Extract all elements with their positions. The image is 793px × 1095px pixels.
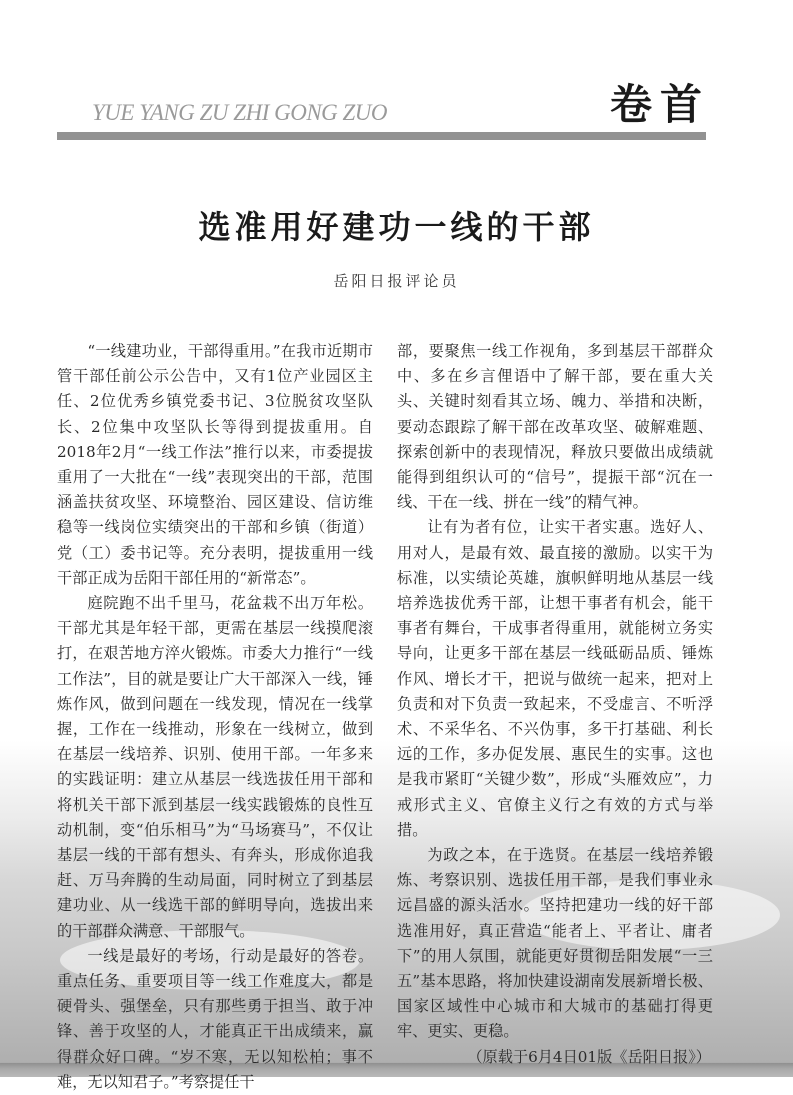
paragraph-continuation: 部，要聚焦一线工作视角，多到基层干部群众中、多在乡言俚语中了解干部，要在重大关头、关键时刻看其立场、魄力、举措和决断，要动态跟踪了解干部在改革攻坚、破解难题、探索创新中的表现情况，释放只要做出成绩就能得到组织认可的“信号”，提振干部“沉在一线、干在一线、拼在一线”的精气神。 (397, 342, 713, 512)
article-title: 选准用好建功一线的干部 (198, 208, 595, 246)
paragraph: 让有为者有位，让实干者实惠。选好人、用对人，是最有效、最直接的激励。以实干为标准，以实绩论英雄，旗帜鲜明地从基层一线培养选拔优秀干部，让想干事者有机会，能干事者有舞台，干成事者得重用，就能树立务实导向，让更多干部在基层一线砥砺品质、锤炼作风、增长才干，把说与做统一起来，把对上负责和对下负责一致起来，不受虚言、不听浮术、不采华名、不兴伪事，多干打基础、利长远的工作，多办促发展、惠民生的实事。这也是我市紧盯“关键少数”，形成“头雁效应”，力戒形式主义、官僚主义行之有效的方式与举措。 (397, 518, 713, 839)
header-pinyin: YUE YANG ZU ZHI GONG ZUO (92, 100, 388, 125)
paragraph: 一线是最好的考场，行动是最好的答卷。重点任务、重要项目等一线工作难度大，都是硬骨头、强堡垒，只有那些勇于担当、敢于冲锋、善于攻坚的人，才能真正干出成绩来，赢得群众好口碑。“岁不寒，无以知松柏；事不难，无以知君子。”考察提任干 (57, 946, 373, 1091)
left-column (57, 339, 373, 1095)
header-divider (57, 132, 706, 140)
source-note: （原载于6月4日01版《岳阳日报》） (467, 1047, 711, 1066)
section-label: 卷首 (610, 80, 711, 129)
paragraph: 庭院跑不出千里马，花盆栽不出万年松。干部尤其是年轻干部，更需在基层一线摸爬滚打，在艰苦地方淬火锻炼。市委大力推行“一线工作法”，目的就是要让广大干部深入一线，锤炼作风，做到问题在一线发现，情况在一线掌握，工作在一线推动，形象在一线树立，做到在基层一线培养、识别、使用干部。一年多来的实践证明：建立从基层一线选拔任用干部和将机关干部下派到基层一线实践锻炼的良性互动机制，变“伯乐相马”为“马场赛马”，不仅让基层一线的干部有想头、有奔头，形成你追我赶、万马奔腾的生动局面，同时树立了到基层建功业、从一线选干部的鲜明导向，选拔出来的干部群众满意、干部服气。 (57, 594, 373, 940)
paragraph: 为政之本，在于选贤。在基层一线培养锻炼、考察识别、选拔任用干部，是我们事业永远昌盛的源头活水。坚持把建功一线的好干部选准用好，真正营造“能者上、平者让、庸者下”的用人氛围，就能更好贯彻岳阳发展“一三五”基本思路，将加快建设湖南发展新增长极、国家区域性中心城市和大城市的基础打得更牢、更实、更稳。 (397, 846, 713, 1041)
article-byline: 岳阳日报评论员 (333, 272, 460, 290)
right-column (397, 339, 713, 1070)
paragraph: “一线建功业，干部得重用。”在我市近期市管干部任前公示公告中，又有1位产业园区主任、2位优秀乡镇党委书记、3位脱贫攻坚队长、2位集中攻坚队长等得到提拔重用。自2018年2月“一线工作法”推行以来，市委提拔重用了一大批在“一线”表现突出的干部，范围涵盖扶贫攻坚、环境整治、园区建设、信访维稳等一线岗位实绩突出的干部和乡镇（街道）党（工）委书记等。充分表明，提拔重用一线干部正成为岳阳干部任用的“新常态”。 (57, 342, 373, 587)
